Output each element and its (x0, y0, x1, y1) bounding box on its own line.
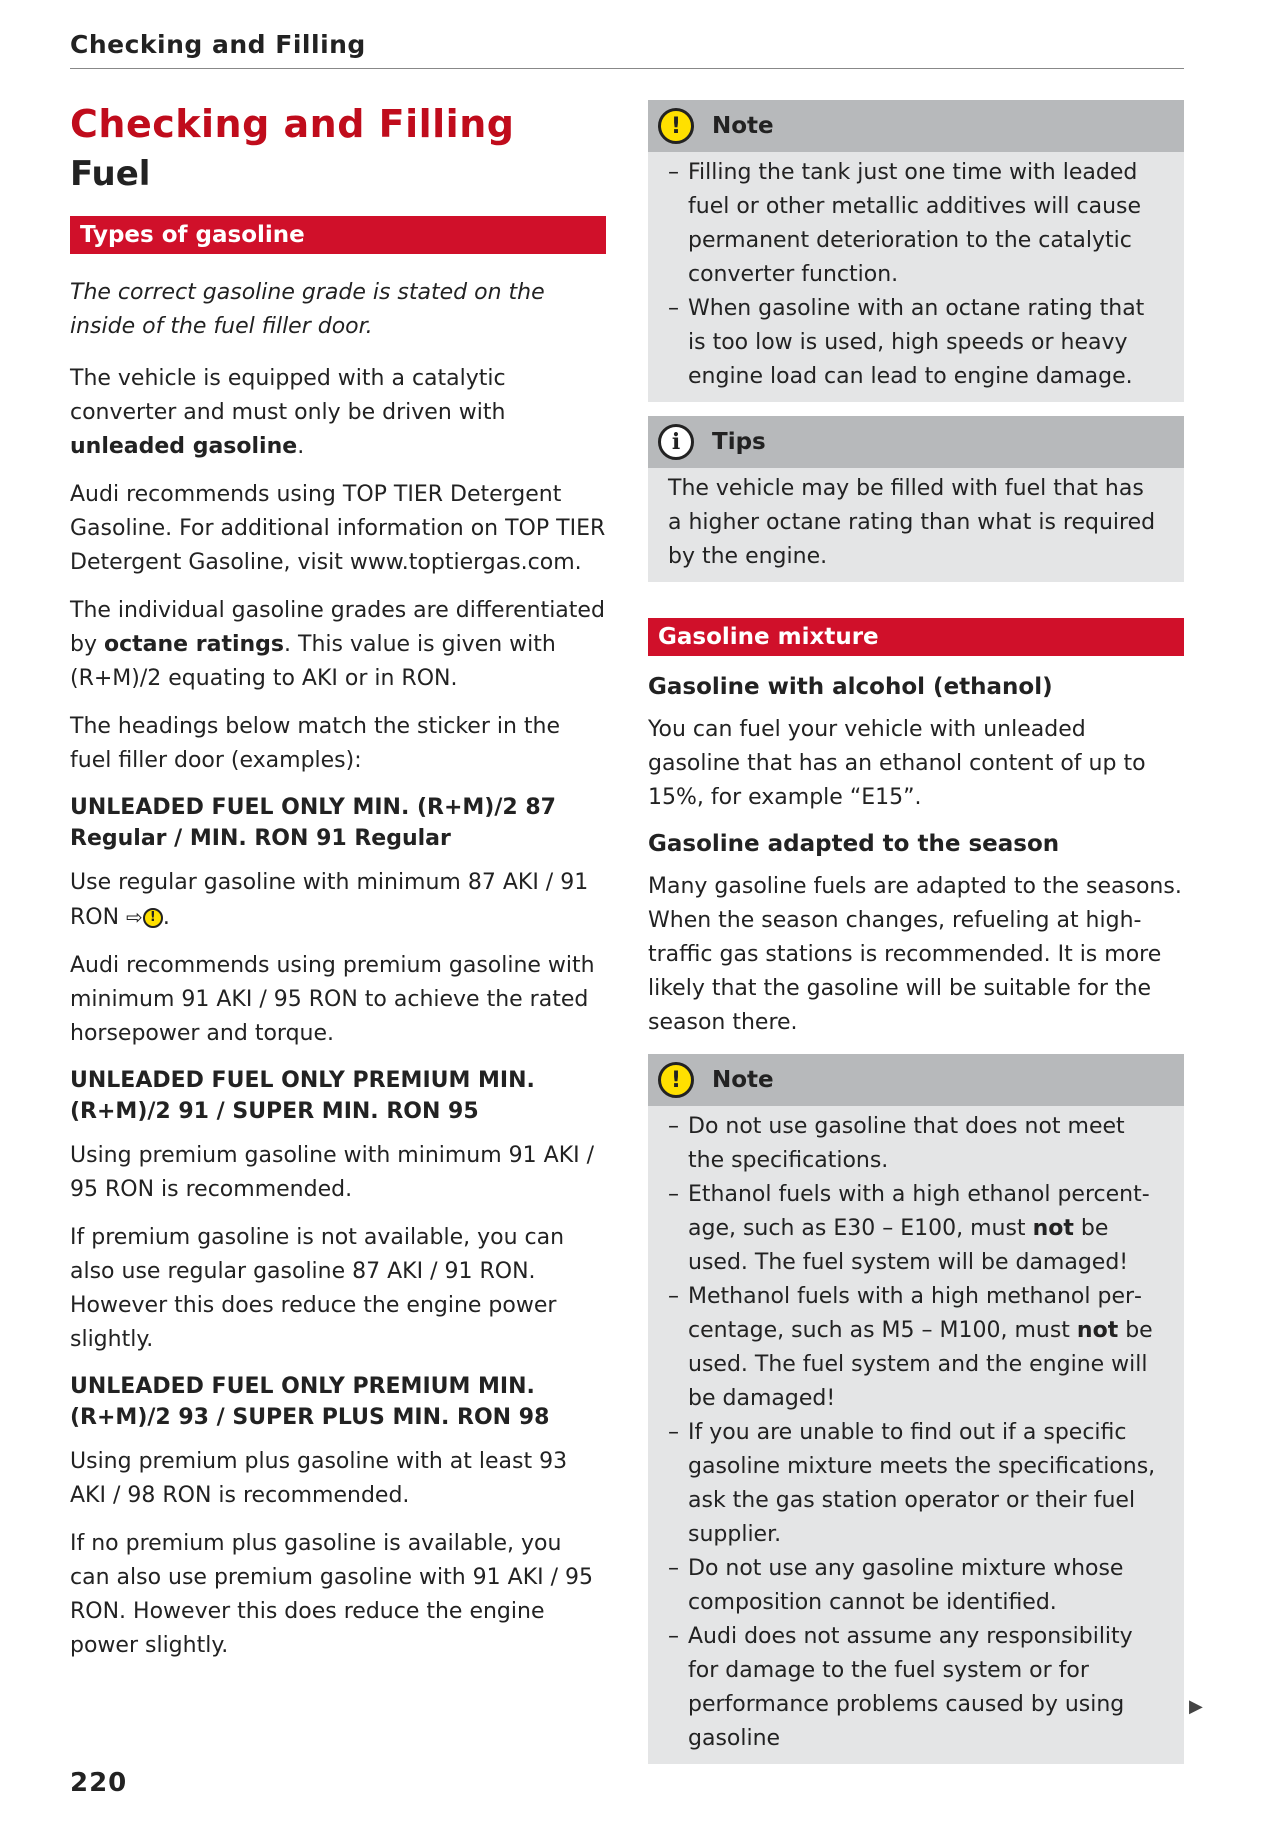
paragraph-premium-fallback: If premium gasoline is not available, you can also use regular gasoline 87 AKI / 91 RON. However this does reduce the engine power slightly. (70, 1225, 565, 1352)
warning-icon: ! (658, 108, 694, 144)
paragraph-octane: The individual gasoline grades are differentiated by octane ratings. This value is given with (R+M)/2 equating to AKI or in RON. (70, 598, 605, 691)
note-box-mixture (648, 1054, 1184, 1764)
list-item: – Methanol fuels with a high methanol percentage, such as M5 – M100, must not be used. The fuel system and the engine will be damaged! (668, 1280, 1164, 1416)
heading-premium-plus: UNLEADED FUEL ONLY PREMIUM MIN. (R+M)/2 93 / SUPER PLUS MIN. RON 98 (70, 1374, 550, 1430)
paragraph-top-tier: Audi recommends using TOP TIER Detergent Gasoline. For additional information on TOP TIER Detergent Gasoline, visit www.toptiergas.com. (70, 482, 606, 575)
paragraph-headings-intro: The headings below match the sticker in the fuel filler door (examples): (70, 714, 561, 773)
paragraph-unleaded: The vehicle is equipped with a catalytic converter and must only be driven with unleaded gasoline. (70, 366, 506, 459)
tips-box (648, 416, 1184, 582)
list-item: – If you are unable to find out if a specific gasoline mixture meets the specifications, ask the gas station operator or their fuel supplier. (668, 1416, 1164, 1552)
list-item: – Audi does not assume any responsibility for damage to the fuel system or for performance problems caused by using gasoline (668, 1620, 1164, 1756)
note-box-header (648, 1054, 1184, 1106)
types-of-gasoline-heading: Types of gasoline (70, 216, 606, 254)
paragraph-premium-plus-fallback: If no premium plus gasoline is available, you can also use premium gasoline with 91 AKI / 95 RON. However this does reduce the engine power slightly. (70, 1531, 594, 1658)
list-item: – Ethanol fuels with a high ethanol percentage, such as E30 – E100, must not be used. The fuel system will be damaged! (668, 1178, 1164, 1280)
tips-box-header (648, 416, 1184, 468)
warning-icon: ! (658, 1062, 694, 1098)
lead-paragraph: The correct gasoline grade is stated on the inside of the fuel filler door. (70, 280, 545, 339)
header-divider (70, 68, 1184, 69)
note-title: Note (712, 1067, 774, 1093)
list-item: – Do not use any gasoline mixture whose composition cannot be identified. (668, 1552, 1164, 1620)
paragraph-premium-recommendation: Audi recommends using premium gasoline with minimum 91 AKI / 95 RON to achieve the rated horsepower and torque. (70, 953, 595, 1046)
info-icon: i (658, 424, 694, 460)
right-column (648, 100, 1184, 1778)
subheading-season: Gasoline adapted to the season (648, 831, 1060, 857)
note-box-catalytic (648, 100, 1184, 402)
paragraph-premium-plus: Using premium plus gasoline with at least 93 AKI / 98 RON is recommended. (70, 1449, 568, 1508)
note-box-body (648, 1106, 1184, 1764)
tips-box-body (648, 468, 1184, 582)
cross-reference-arrow-icon[interactable]: ⇨ (126, 905, 143, 929)
page-number: 220 (70, 1768, 128, 1798)
tips-text: The vehicle may be filled with fuel that has a higher octane rating than what is required by the engine. (668, 476, 1156, 569)
section-title: Fuel (70, 154, 151, 194)
continue-arrow-icon[interactable]: ▶ (1189, 1696, 1203, 1717)
list-item: – Filling the tank just one time with leaded fuel or other metallic additives will cause permanent deterioration to the catalytic converter function. (668, 156, 1164, 292)
chapter-title: Checking and Filling (70, 102, 515, 146)
note-title: Note (712, 113, 774, 139)
paragraph-season: Many gasoline fuels are adapted to the seasons. When the season changes, refueling at high-traffic gas stations is recommended. It is more likely that the gasoline will be suitable for the season there. (648, 874, 1182, 1035)
note-box-body (648, 152, 1184, 402)
heading-regular: UNLEADED FUEL ONLY MIN. (R+M)/2 87 Regular / MIN. RON 91 Regular (70, 795, 556, 851)
paragraph-premium: Using premium gasoline with minimum 91 AKI / 95 RON is recommended. (70, 1143, 595, 1202)
left-column (70, 100, 606, 1677)
tips-title: Tips (712, 429, 766, 455)
paragraph-ethanol: You can fuel your vehicle with unleaded gasoline that has an ethanol content of up to 15%, for example “E15”. (648, 717, 1146, 810)
list-item: – Do not use gasoline that does not meet the specifications. (668, 1110, 1164, 1178)
note-box-header (648, 100, 1184, 152)
subheading-ethanol: Gasoline with alcohol (ethanol) (648, 674, 1053, 700)
warning-ref-icon[interactable]: ! (143, 908, 163, 928)
heading-premium: UNLEADED FUEL ONLY PREMIUM MIN. (R+M)/2 91 / SUPER MIN. RON 95 (70, 1068, 535, 1124)
running-head: Checking and Filling (70, 30, 366, 59)
list-item: – When gasoline with an octane rating that is too low is used, high speeds or heavy engine load can lead to engine damage. (668, 292, 1164, 394)
gasoline-mixture-heading: Gasoline mixture (648, 618, 1184, 656)
paragraph-regular: Use regular gasoline with minimum 87 AKI / 91 RON ⇨ ! . (70, 870, 589, 930)
